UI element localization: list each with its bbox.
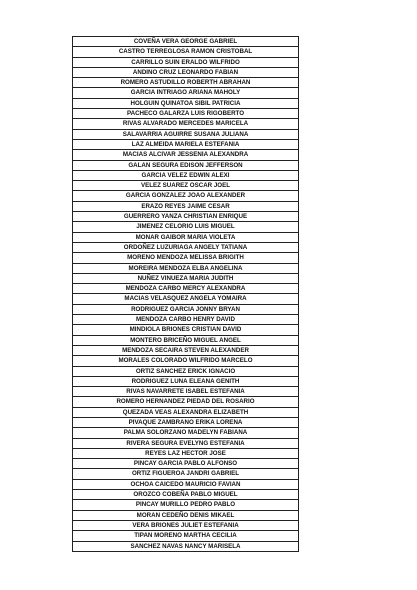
- table-row: [73, 397, 299, 407]
- table-row: [73, 78, 299, 88]
- name-cell: ORTIZ FIGUEROA JANDRI GABRIEL: [73, 469, 299, 479]
- table-row: [73, 366, 299, 376]
- name-cell: RODRIGUEZ LUNA ELEANA GENITH: [73, 376, 299, 386]
- name-cell: MENDOZA SECAIRA STEVEN ALEXANDER: [73, 345, 299, 355]
- table-row: [73, 273, 299, 283]
- name-cell: REYES LAZ HECTOR JOSE: [73, 448, 299, 458]
- table-row: [73, 407, 299, 417]
- name-cell: PIVAQUE ZAMBRANO ERIKA LORENA: [73, 417, 299, 427]
- name-cell: RIVAS ALVARADO MERCEDES MARICELA: [73, 119, 299, 129]
- table-row: [73, 459, 299, 469]
- table-row: [73, 119, 299, 129]
- name-cell: MENDOZA CARBO MERCY ALEXANDRA: [73, 284, 299, 294]
- name-cell: ROMERO HERNANDEZ PIEDAD DEL ROSARIO: [73, 397, 299, 407]
- name-cell: PACHECO GALARZA LUIS RIGOBERTO: [73, 109, 299, 119]
- name-cell: HOLGUIN QUINATOA SIBIL PATRICIA: [73, 98, 299, 108]
- table-row: [73, 387, 299, 397]
- table-row: [73, 325, 299, 335]
- table-row: [73, 541, 299, 551]
- name-cell: JIMENEZ CELORIO LUIS MIGUEL: [73, 222, 299, 232]
- table-row: [73, 500, 299, 510]
- table-row: [73, 67, 299, 77]
- name-cell: MENDOZA CARBO HENRY DAVID: [73, 315, 299, 325]
- table-row: [73, 479, 299, 489]
- name-cell: ANDINO CRUZ LEONARDO FABIAN: [73, 67, 299, 77]
- table-row: [73, 448, 299, 458]
- name-cell: MONAR GAIBOR MARIA VIOLETA: [73, 232, 299, 242]
- name-cell: MINDIOLA BRIONES CRISTIAN DAVID: [73, 325, 299, 335]
- table-row: [73, 531, 299, 541]
- table-row: [73, 98, 299, 108]
- table-row: [73, 335, 299, 345]
- name-cell: MORENO MENDOZA MELISSA BRIGITH: [73, 253, 299, 263]
- name-cell: NUÑEZ VINUEZA MARIA JUDITH: [73, 273, 299, 283]
- name-cell: SALAVARRIA AGUIRRE SUSANA JULIANA: [73, 129, 299, 139]
- name-cell: VELEZ SUAREZ OSCAR JOEL: [73, 181, 299, 191]
- name-cell: SANCHEZ NAVAS NANCY MARISELA: [73, 541, 299, 551]
- table-row: [73, 139, 299, 149]
- name-cell: RODRIGUEZ GARCIA JONNY BRYAN: [73, 304, 299, 314]
- name-cell: GALAN SEGURA EDISON JEFFERSON: [73, 160, 299, 170]
- name-cell: GARCIA INTRIAGO ARIANA MAHOLY: [73, 88, 299, 98]
- table-row: [73, 510, 299, 520]
- name-cell: MOREIRA MENDOZA ELBA ANGELINA: [73, 263, 299, 273]
- table-row: [73, 160, 299, 170]
- table-row: [73, 263, 299, 273]
- table-row: [73, 47, 299, 57]
- table-row: [73, 150, 299, 160]
- name-cell: MACIAS VELASQUEZ ANGELA YOMAIRA: [73, 294, 299, 304]
- table-row: [73, 345, 299, 355]
- table-row: [73, 222, 299, 232]
- name-cell: VERA BRIONES JULIET ESTEFANIA: [73, 520, 299, 530]
- name-cell: PALMA SOLORZANO MADELYN FABIANA: [73, 428, 299, 438]
- name-cell: PINCAY GARCIA PABLO ALFONSO: [73, 459, 299, 469]
- table-row: [73, 315, 299, 325]
- name-cell: LAZ ALMEIDA MARIELA ESTEFANIA: [73, 139, 299, 149]
- names-table-body: [73, 37, 299, 552]
- name-cell: OCHOA CAICEDO MAURICIO FAVIAN: [73, 479, 299, 489]
- table-row: [73, 37, 299, 47]
- name-cell: MACIAS ALCIVAR JESSENIA ALEXANDRA: [73, 150, 299, 160]
- table-row: [73, 469, 299, 479]
- table-row: [73, 88, 299, 98]
- table-row: [73, 356, 299, 366]
- names-table: [72, 36, 299, 552]
- table-row: [73, 201, 299, 211]
- table-row: [73, 109, 299, 119]
- table-row: [73, 170, 299, 180]
- table-row: [73, 191, 299, 201]
- name-cell: MORAN CEDEÑO DENIS MIKAEL: [73, 510, 299, 520]
- table-row: [73, 417, 299, 427]
- name-cell: ERAZO REYES JAIME CESAR: [73, 201, 299, 211]
- name-cell: CARRILLO SUIN ERALDO WILFRIDO: [73, 57, 299, 67]
- table-row: [73, 284, 299, 294]
- name-cell: COVEÑA VERA GEORGE GABRIEL: [73, 37, 299, 47]
- name-cell: ROMERO ASTUDILLO ROBERTH ABRAHAN: [73, 78, 299, 88]
- table-row: [73, 129, 299, 139]
- name-cell: ORDOÑEZ LUZURIAGA ANGELY TATIANA: [73, 242, 299, 252]
- table-row: [73, 181, 299, 191]
- name-cell: CASTRO TERREGLOSA RAMON CRISTOBAL: [73, 47, 299, 57]
- table-row: [73, 294, 299, 304]
- name-cell: QUEZADA VEAS ALEXANDRA ELIZABETH: [73, 407, 299, 417]
- table-row: [73, 438, 299, 448]
- name-cell: GARCIA VELEZ EDWIN ALEXI: [73, 170, 299, 180]
- table-row: [73, 253, 299, 263]
- table-row: [73, 304, 299, 314]
- table-row: [73, 520, 299, 530]
- name-cell: GARCIA GONZALEZ JOAO ALEXANDER: [73, 191, 299, 201]
- name-cell: RIVERA SEGURA EVELYNG ESTEFANIA: [73, 438, 299, 448]
- table-row: [73, 490, 299, 500]
- name-cell: PINCAY MURILLO PEDRO PABLO: [73, 500, 299, 510]
- table-row: [73, 212, 299, 222]
- table-row: [73, 376, 299, 386]
- name-cell: MONTERO BRICEÑO MIGUEL ANGEL: [73, 335, 299, 345]
- name-cell: ORTIZ SANCHEZ ERICK IGNACIO: [73, 366, 299, 376]
- table-row: [73, 242, 299, 252]
- table-row: [73, 57, 299, 67]
- name-cell: RIVAS NAVARRETE ISABEL ESTEFANIA: [73, 387, 299, 397]
- name-cell: TIPAN MORENO MARTHA CECILIA: [73, 531, 299, 541]
- name-cell: MORALES COLORADO WILFRIDO MARCELO: [73, 356, 299, 366]
- name-cell: OROZCO COBEÑA PABLO MIGUEL: [73, 490, 299, 500]
- table-row: [73, 232, 299, 242]
- table-row: [73, 428, 299, 438]
- name-cell: GUERRERO YANZA CHRISTIAN ENRIQUE: [73, 212, 299, 222]
